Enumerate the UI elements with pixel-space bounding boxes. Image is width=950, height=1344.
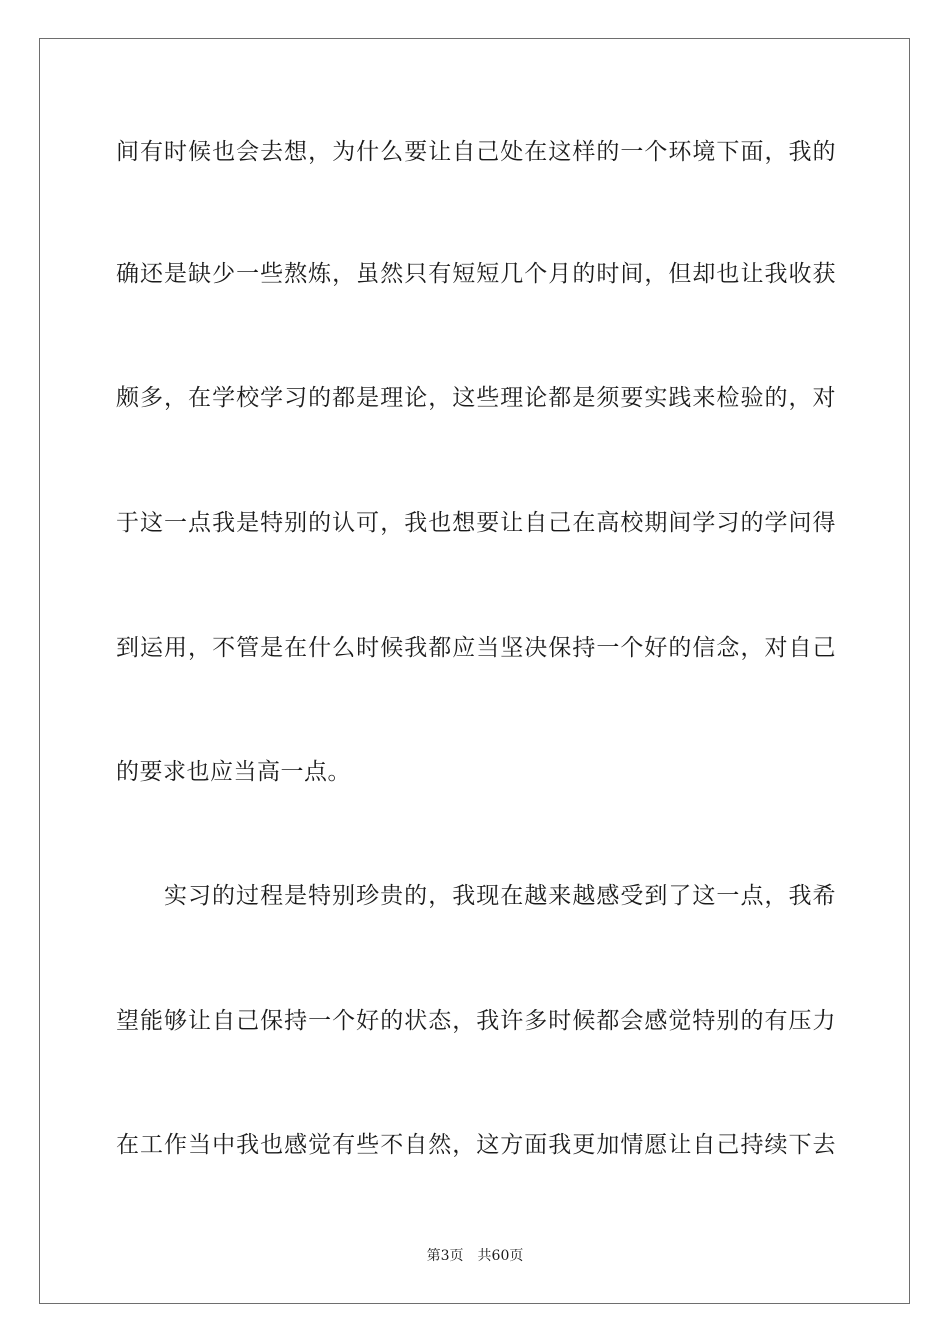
page-total: 共60页 — [477, 1248, 524, 1264]
body-text-line: 的要求也应当高一点。 — [116, 759, 351, 785]
body-text-line: 到运用，不管是在什么时候我都应当坚决保持一个好的信念，对自己 — [116, 635, 836, 661]
body-text-line: 在工作当中我也感觉有些不自然，这方面我更加情愿让自己持续下去 — [116, 1132, 836, 1158]
page-number: 第3页 — [426, 1248, 464, 1264]
body-text-line: 间有时候也会去想，为什么要让自己处在这样的一个环境下面，我的 — [116, 139, 836, 165]
page-footer — [0, 1247, 950, 1265]
page-border — [39, 38, 910, 1304]
body-text-line: 于这一点我是特别的认可，我也想要让自己在高校期间学习的学问得 — [116, 510, 836, 536]
body-text-line: 颇多，在学校学习的都是理论，这些理论都是须要实践来检验的，对 — [116, 385, 836, 411]
body-text-line: 确还是缺少一些熬炼，虽然只有短短几个月的时间，但却也让我收获 — [116, 261, 836, 287]
paragraph-first-line: 实习的过程是特别珍贵的，我现在越来越感受到了这一点，我希 — [164, 883, 836, 909]
body-text-line: 望能够让自己保持一个好的状态，我许多时候都会感觉特别的有压力 — [116, 1008, 836, 1034]
